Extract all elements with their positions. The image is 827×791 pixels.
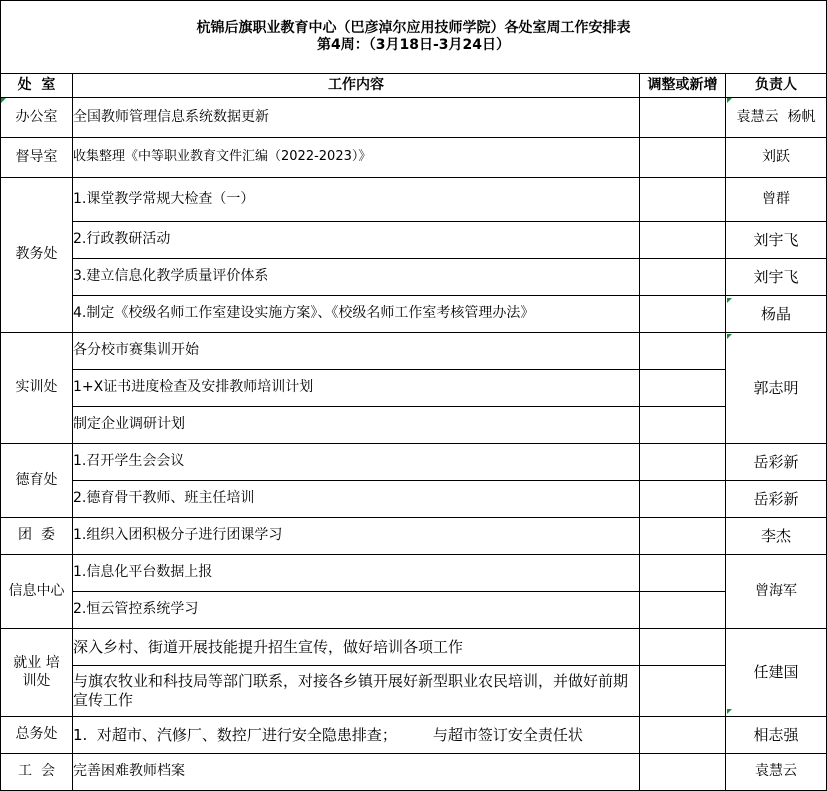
owner-cell[interactable]: 李杰 <box>726 518 827 555</box>
table-row <box>1 518 827 555</box>
task-cell[interactable]: 与旗农牧业和科技局等部门联系，对接各乡镇开展好新型职业农民培训，并做好前期宣传工作 <box>73 666 640 717</box>
dept-office[interactable]: 办公室 <box>1 98 73 138</box>
adjust-cell[interactable] <box>640 138 726 178</box>
adjust-cell[interactable] <box>640 754 726 791</box>
owner-cell[interactable]: 任建国 <box>726 629 827 717</box>
owner-cell[interactable]: 郭志明 <box>726 333 827 444</box>
task-cell[interactable]: 完善困难教师档案 <box>73 754 640 791</box>
task-cell[interactable]: 1.组织入团积极分子进行团课学习 <box>73 518 640 555</box>
table-row <box>1 717 827 754</box>
header-dept[interactable]: 处 室 <box>1 74 73 98</box>
header-row <box>1 74 827 98</box>
table-row <box>1 481 827 518</box>
task-cell[interactable] <box>73 717 640 754</box>
table-row <box>1 259 827 296</box>
owner-cell[interactable]: 袁慧云 <box>726 754 827 791</box>
table-row <box>1 178 827 222</box>
owner-cell[interactable]: 岳彩新 <box>726 481 827 518</box>
owner-cell[interactable]: 岳彩新 <box>726 444 827 481</box>
comment-marker <box>1 98 6 103</box>
title-line-2: 第4周：（3月18日-3月24日） <box>317 37 510 53</box>
task-part-b: 与超市签订安全责任状 <box>432 725 583 744</box>
owner-cell[interactable]: 刘宇飞 <box>726 259 827 296</box>
sheet-title <box>1 1 827 74</box>
owner-cell[interactable]: 曾群 <box>726 178 827 222</box>
dept-training[interactable]: 实训处 <box>1 333 73 444</box>
comment-marker <box>727 334 732 339</box>
adjust-cell[interactable] <box>640 629 726 666</box>
title-line-1: 杭锦后旗职业教育中心（巴彦淖尔应用技师学院）各处室周工作安排表 <box>196 19 631 36</box>
task-cell[interactable]: 全国教师管理信息系统数据更新 <box>73 98 640 138</box>
adjust-cell[interactable] <box>640 518 726 555</box>
adjust-cell[interactable] <box>640 178 726 222</box>
dept-union[interactable]: 工 会 <box>1 754 73 791</box>
adjust-cell[interactable] <box>640 481 726 518</box>
table-row <box>1 222 827 259</box>
adjust-cell[interactable] <box>640 370 726 407</box>
table-row <box>1 592 827 629</box>
adjust-cell[interactable] <box>640 444 726 481</box>
task-part-a: 1. 对超市、汽修厂、数控厂进行安全隐患排查； <box>73 725 397 744</box>
owner-cell[interactable]: 刘宇飞 <box>726 222 827 259</box>
dept-info[interactable]: 信息中心 <box>1 555 73 629</box>
table-row <box>1 444 827 481</box>
table-row <box>1 629 827 666</box>
adjust-cell[interactable] <box>640 666 726 717</box>
task-cell[interactable]: 2.行政教研活动 <box>73 222 640 259</box>
task-cell[interactable]: 1.课堂教学常规大检查（一） <box>73 178 640 222</box>
adjust-cell[interactable] <box>640 555 726 592</box>
dept-employment[interactable] <box>1 629 73 717</box>
table-row <box>1 138 827 178</box>
dept-employment-line-2: 训处 <box>22 672 51 689</box>
header-owner[interactable]: 负责人 <box>726 74 827 98</box>
task-cell[interactable]: 1.召开学生会会议 <box>73 444 640 481</box>
table-row <box>1 407 827 444</box>
adjust-cell[interactable] <box>640 98 726 138</box>
table-row <box>1 666 827 717</box>
adjust-cell[interactable] <box>640 333 726 370</box>
adjust-cell[interactable] <box>640 259 726 296</box>
task-cell[interactable]: 深入乡村、街道开展技能提升招生宣传，做好培训各项工作 <box>73 629 640 666</box>
task-cell[interactable]: 4.制定《校级名师工作室建设实施方案》、《校级名师工作室考核管理办法》 <box>73 296 640 333</box>
dept-general[interactable]: 总务处 <box>1 717 73 754</box>
table-row <box>1 754 827 791</box>
header-adjust[interactable]: 调整或新增 <box>640 74 726 98</box>
dept-moral[interactable]: 德育处 <box>1 444 73 518</box>
dept-academic[interactable]: 教务处 <box>1 178 73 333</box>
table-row <box>1 370 827 407</box>
owner-cell[interactable]: 杨晶 <box>726 296 827 333</box>
table-row <box>1 555 827 592</box>
comment-marker <box>727 298 732 303</box>
header-content[interactable]: 工作内容 <box>73 74 640 98</box>
owner-cell[interactable]: 相志强 <box>726 717 827 754</box>
task-cell[interactable]: 2.德育骨干教师、班主任培训 <box>73 481 640 518</box>
dept-employment-line-1: 就业 培 <box>13 655 60 671</box>
adjust-cell[interactable] <box>640 592 726 629</box>
adjust-cell[interactable] <box>640 222 726 259</box>
adjust-cell[interactable] <box>640 717 726 754</box>
table-row <box>1 98 827 138</box>
task-cell[interactable]: 制定企业调研计划 <box>73 407 640 444</box>
table-row <box>1 296 827 333</box>
owner-cell[interactable]: 袁慧云 杨帆 <box>726 98 827 138</box>
owner-cell[interactable]: 刘跃 <box>726 138 827 178</box>
task-cell[interactable]: 1+X证书进度检查及安排教师培训计划 <box>73 370 640 407</box>
dept-supervision[interactable]: 督导室 <box>1 138 73 178</box>
task-cell[interactable]: 收集整理《中等职业教育文件汇编（2022-2023）》 <box>73 138 640 178</box>
task-cell[interactable]: 各分校市赛集训开始 <box>73 333 640 370</box>
adjust-cell[interactable] <box>640 296 726 333</box>
table-row <box>1 333 827 370</box>
task-cell[interactable]: 1.信息化平台数据上报 <box>73 555 640 592</box>
dept-league[interactable]: 团 委 <box>1 518 73 555</box>
adjust-cell[interactable] <box>640 407 726 444</box>
comment-marker <box>727 709 732 714</box>
comment-marker <box>727 98 732 103</box>
task-cell[interactable]: 2.恒云管控系统学习 <box>73 592 640 629</box>
owner-cell[interactable]: 曾海军 <box>726 555 827 629</box>
title-row <box>1 1 827 74</box>
task-cell[interactable]: 3.建立信息化教学质量评价体系 <box>73 259 640 296</box>
